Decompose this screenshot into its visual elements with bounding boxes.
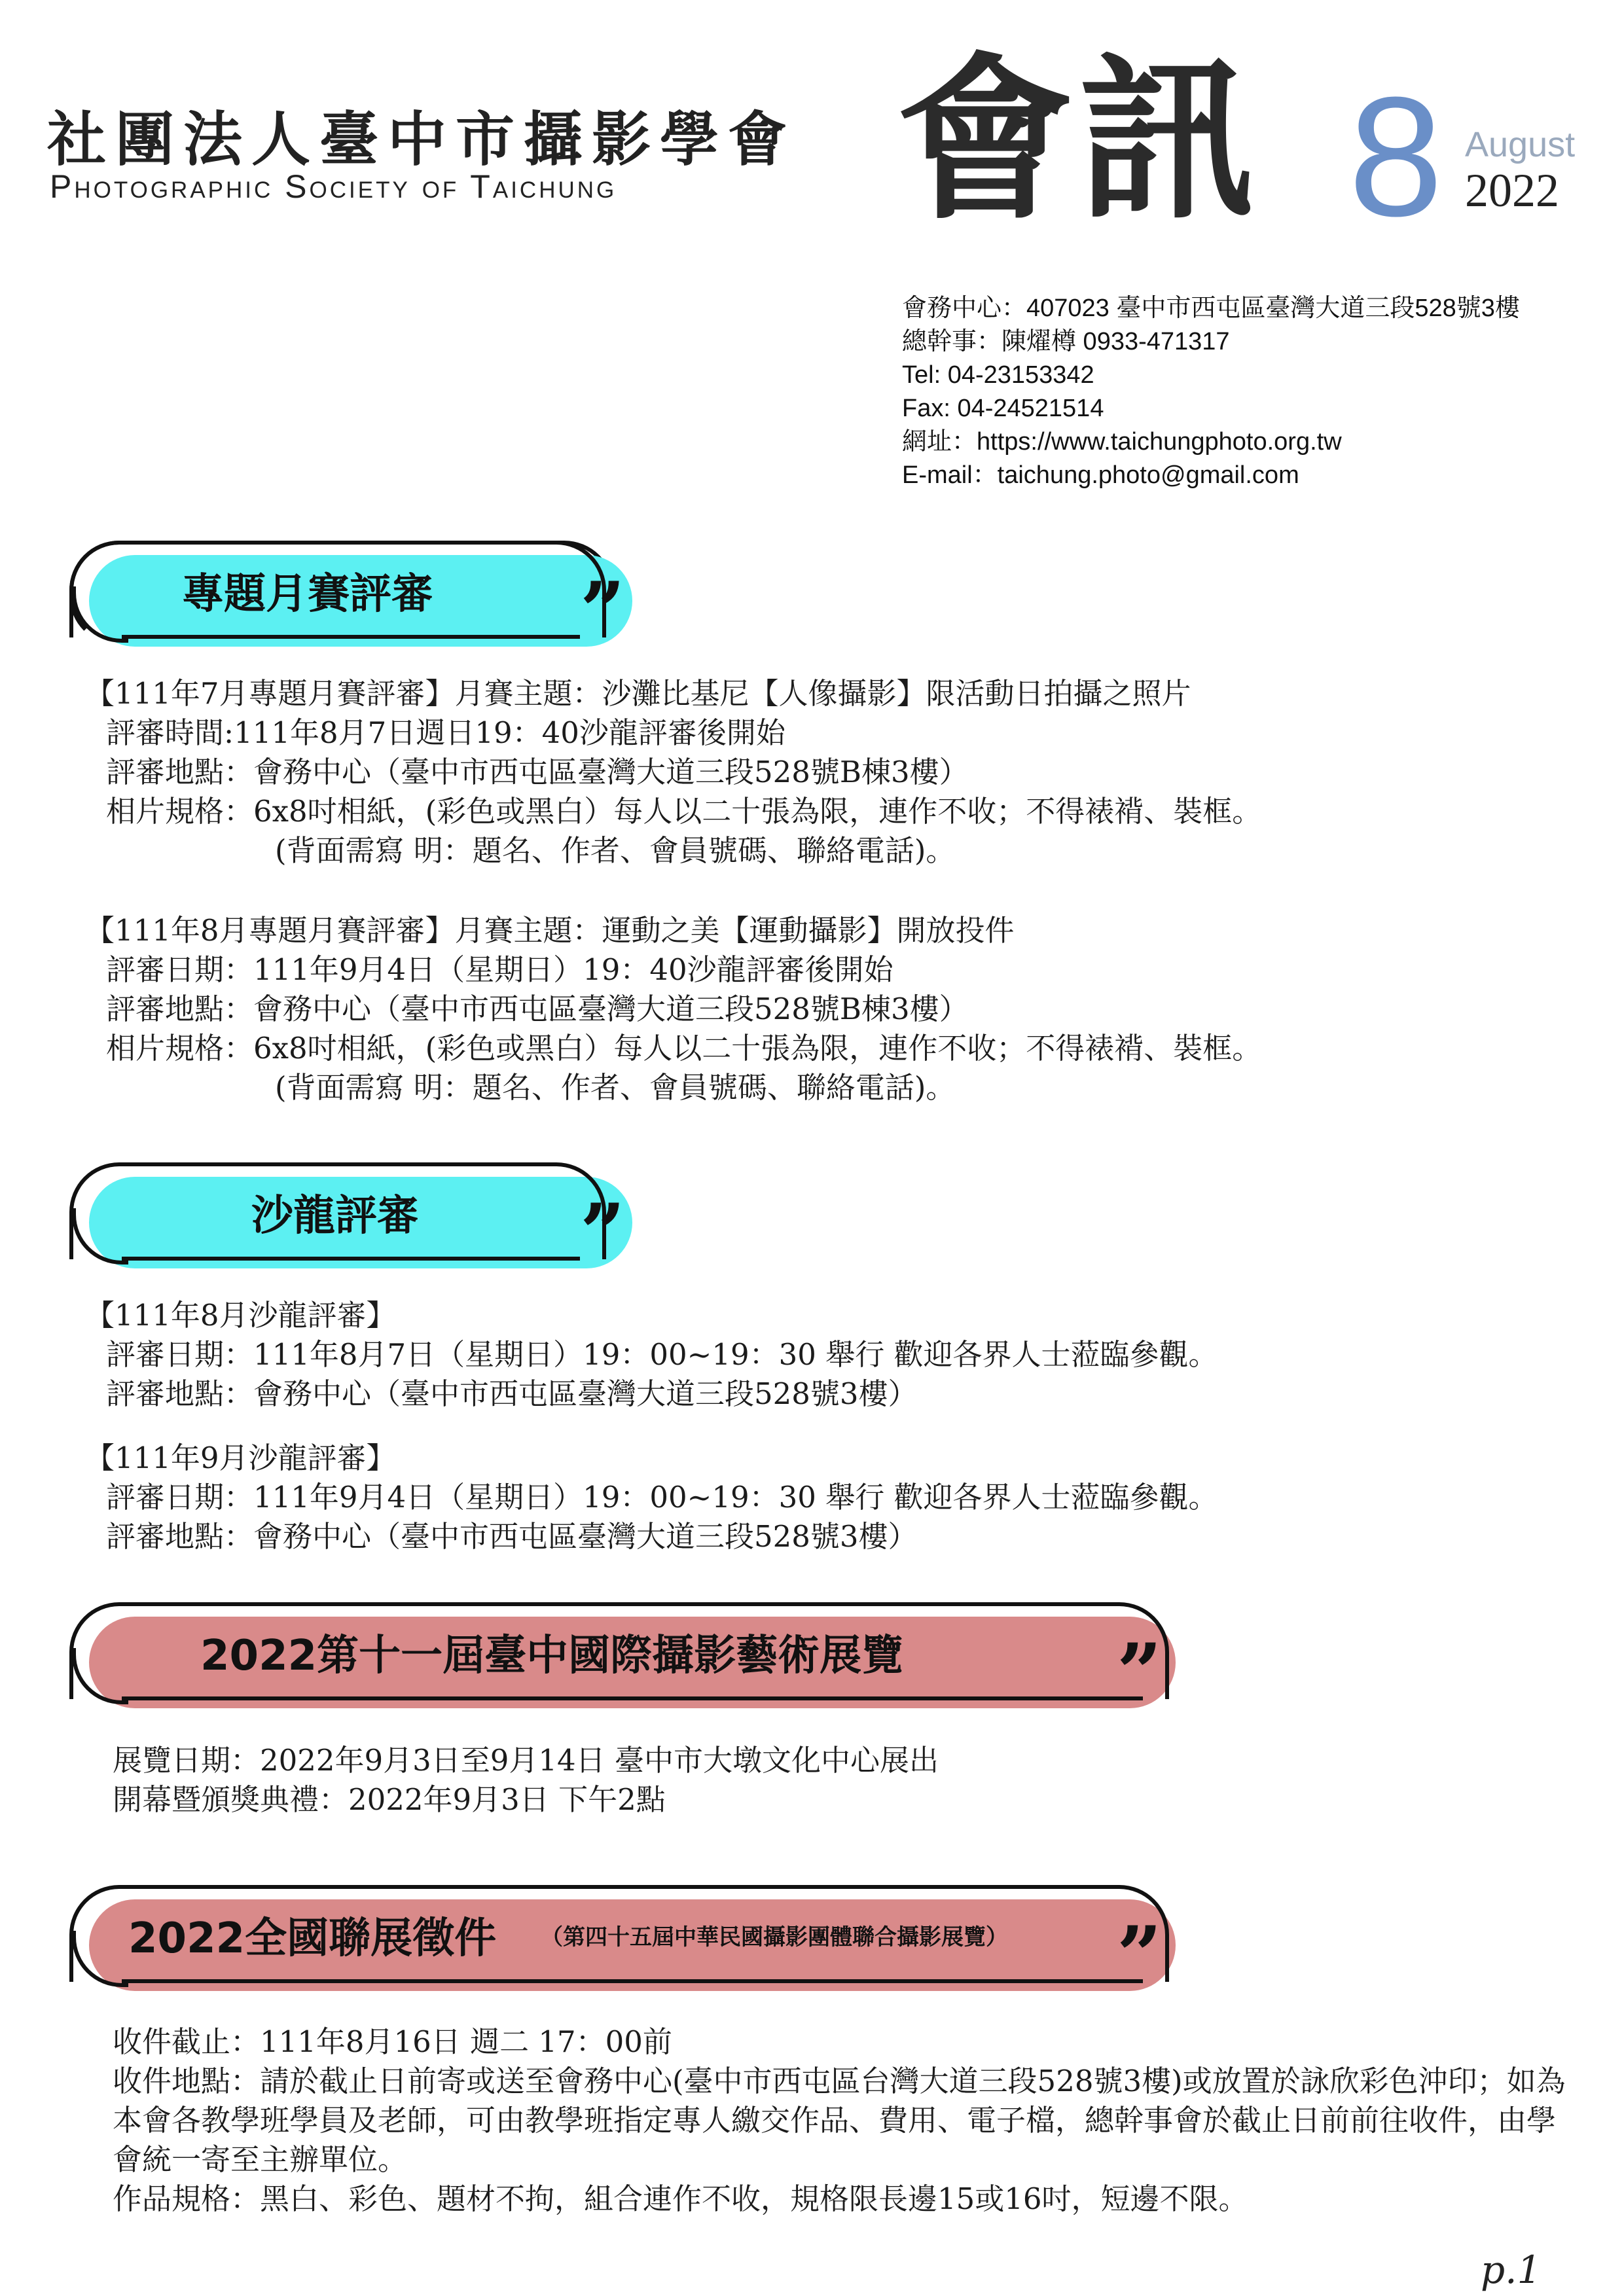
- quote-mark-icon: ”: [1117, 1626, 1163, 1719]
- contact-block: [902, 292, 1520, 492]
- monthly-july-block: [85, 674, 1261, 870]
- section-heading-joint: [69, 1885, 1182, 2001]
- quote-mark-icon: ”: [580, 565, 626, 657]
- august-title: 【111年8月專題月賽評審】月賽主題：運動之美【運動攝影】開放投件: [85, 913, 1015, 948]
- joint-deadline: 收件截止：111年8月16日 週二 17：00前: [113, 2024, 672, 2059]
- contact-tel: Tel: 04-23153342: [902, 361, 1094, 389]
- masthead-title: 會訊: [897, 37, 1261, 243]
- joint-location: 收件地點：請於截止日前寄或送至會務中心(臺中市西屯區台灣大道三段528號3樓)或放置於詠欣彩色沖印；如為本會各教學班學員及老師，可由教學班指定專人繳交作品、費用、電子檔，總幹事會於截止日前前往收件，由學會統一寄至主辦單位。: [113, 2064, 1566, 2177]
- august-date: 評審日期：111年9月4日（星期日）19：40沙龍評審後開始: [106, 952, 893, 987]
- section-heading-exhibition: [69, 1602, 1182, 1719]
- joint-spec: 作品規格：黑白、彩色、題材不拘，組合連作不收，規格限長邊15或16吋，短邊不限。: [113, 2181, 1248, 2216]
- exhibition-dates: 展覽日期：2022年9月3日至9月14日 臺中市大墩文化中心展出: [113, 1743, 939, 1778]
- heading-monthly-title: 專題月賽評審: [182, 570, 433, 619]
- exhibition-opening: 開幕暨頒獎典禮：2022年9月3日 下午2點: [113, 1782, 666, 1817]
- salon-august-date: 評審日期：111年8月7日（星期日）19：00~19：30 舉行 歡迎各界人士蒞臨參觀。: [106, 1337, 1218, 1372]
- org-name-en: Photographic Society of Taichung: [50, 168, 617, 205]
- heading-underline: [122, 1696, 1143, 1700]
- heading-joint-subtitle: （第四十五屆中華民國攝影團體聯合攝影展覽）: [541, 1924, 1008, 1950]
- exhibition-block: [113, 1741, 939, 1820]
- july-title: 【111年7月專題月賽評審】月賽主題：沙灘比基尼【人像攝影】限活動日拍攝之照片: [85, 676, 1191, 711]
- august-location: 評審地點：會務中心（臺中市西屯區臺灣大道三段528號B棟3樓）: [106, 992, 969, 1026]
- org-name-zh: 社團法人臺中市攝影學會: [47, 105, 796, 174]
- salon-september-title: 【111年9月沙龍評審】: [85, 1441, 396, 1475]
- issue-year: 2022: [1465, 164, 1559, 217]
- salon-august-title: 【111年8月沙龍評審】: [85, 1298, 396, 1333]
- august-spec: 相片規格：6x8吋相紙，(彩色或黑白）每人以二十張為限，連作不收；不得裱褙、裝框。: [106, 1031, 1262, 1066]
- salon-september-block: [85, 1439, 1218, 1556]
- issue-number: 8: [1348, 62, 1443, 252]
- contact-address: 會務中心：407023 臺中市西屯區臺灣大道三段528號3樓: [902, 295, 1520, 322]
- section-heading-monthly: [69, 541, 632, 657]
- salon-august-location: 評審地點：會務中心（臺中市西屯區臺灣大道三段528號3樓）: [106, 1376, 918, 1411]
- contact-email: E-mail：taichung.photo@gmail.com: [902, 461, 1299, 489]
- contact-fax: Fax: 04-24521514: [902, 395, 1104, 422]
- page-number: p.1: [1481, 2248, 1542, 2292]
- heading-joint-title: 2022全國聯展徵件: [128, 1914, 497, 1963]
- heading-underline: [122, 635, 580, 639]
- contact-website: 網址：https://www.taichungphoto.org.tw: [902, 428, 1342, 456]
- section-heading-salon: [69, 1162, 632, 1279]
- monthly-august-block: [85, 911, 1261, 1107]
- july-note: (背面需寫 明：題名、作者、會員號碼、聯絡電話)。: [275, 833, 956, 868]
- july-time: 評審時間:111年8月7日週日19：40沙龍評審後開始: [106, 715, 785, 750]
- heading-underline: [122, 1257, 580, 1261]
- salon-september-date: 評審日期：111年9月4日（星期日）19：00~19：30 舉行 歡迎各界人士蒞臨參觀。: [106, 1480, 1218, 1515]
- issue-month: August: [1465, 125, 1576, 164]
- salon-august-block: [85, 1296, 1218, 1414]
- quote-mark-icon: ”: [580, 1187, 626, 1279]
- salon-september-location: 評審地點：會務中心（臺中市西屯區臺灣大道三段528號3樓）: [106, 1519, 918, 1554]
- quote-mark-icon: ”: [1117, 1909, 1163, 2001]
- contact-secretary: 總幹事：陳燿樽 0933-471317: [902, 328, 1230, 355]
- heading-underline: [122, 1979, 1143, 1983]
- heading-exhibition-title: 2022第十一屆臺中國際攝影藝術展覽: [200, 1632, 904, 1680]
- july-spec: 相片規格：6x8吋相紙，(彩色或黑白）每人以二十張為限，連作不收；不得裱褙、裝框。: [106, 794, 1262, 829]
- august-note: (背面需寫 明：題名、作者、會員號碼、聯絡電話)。: [275, 1070, 956, 1105]
- heading-salon-title: 沙龍評審: [251, 1192, 419, 1240]
- july-location: 評審地點：會務中心（臺中市西屯區臺灣大道三段528號B棟3樓）: [106, 755, 969, 789]
